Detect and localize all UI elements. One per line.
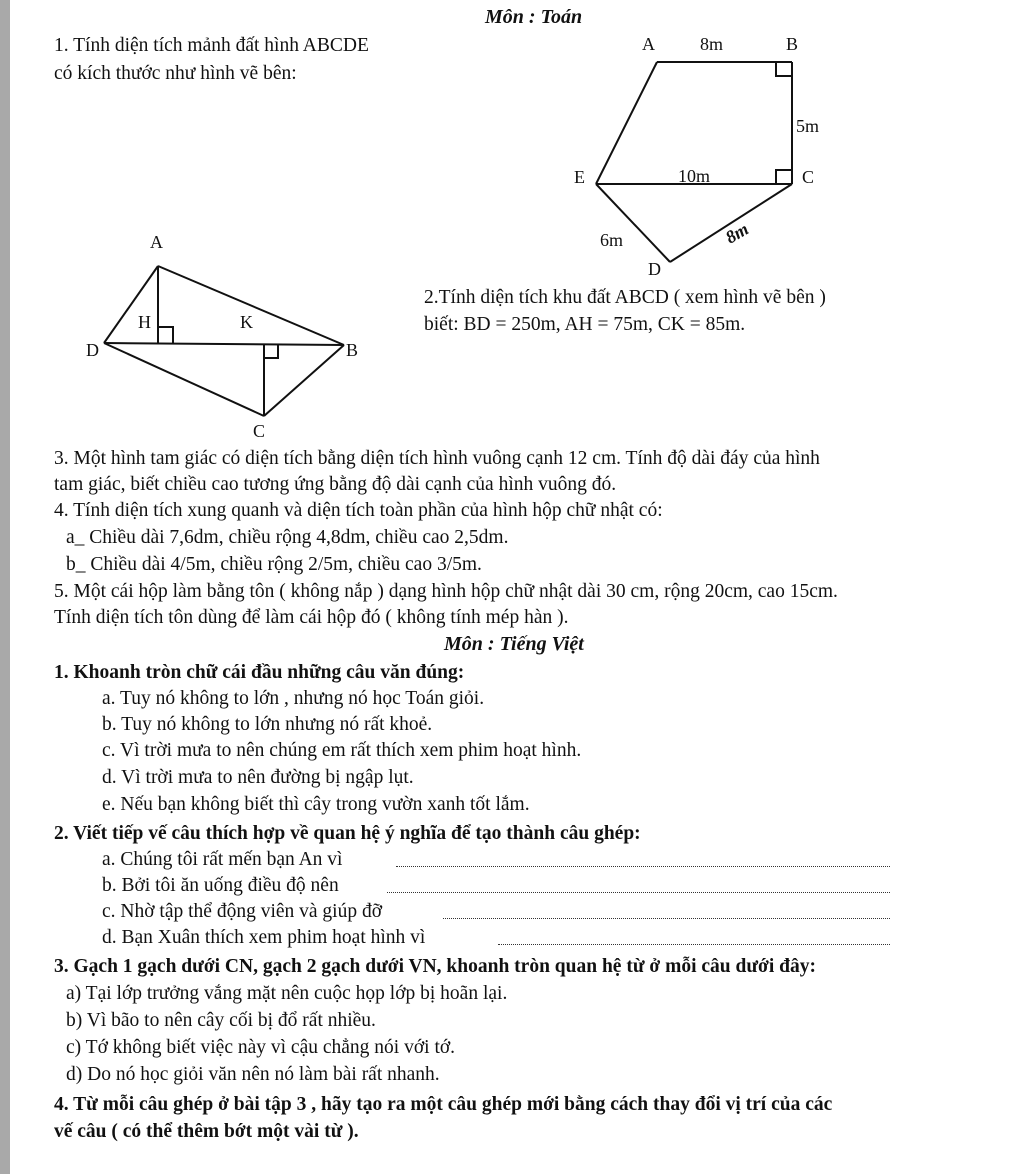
fig2-label-b: B [346, 340, 359, 360]
vn-ex3-item: a) Tại lớp trưởng vắng mặt nên cuộc họp lớp bị hoãn lại. [66, 983, 508, 1004]
problem4-b: b_ Chiều dài 4/5m, chiều rộng 2/5m, chiều cao 3/5m. [66, 554, 482, 575]
left-window-edge [0, 0, 10, 1174]
fig2-label-d: D [86, 340, 99, 360]
vietnamese-subject-title: Môn : Tiếng Việt [444, 633, 584, 655]
vn-ex3-item: d) Do nó học giỏi văn nên nó làm bài rất nhanh. [66, 1064, 440, 1085]
vn-ex2-item: d. Bạn Xuân thích xem phim hoạt hình vì [102, 927, 426, 948]
problem1-line2: có kích thước như hình vẽ bên: [54, 63, 297, 84]
document-page [10, 0, 1024, 1174]
fig2-label-k: K [240, 312, 253, 332]
fig2-label-c: C [253, 421, 266, 441]
vn-ex1-item: d. Vì trời mưa to nên đường bị ngập lụt. [102, 767, 414, 788]
problem2-line2: biết: BD = 250m, AH = 75m, CK = 85m. [424, 314, 746, 335]
fig1-label-c: C [802, 167, 815, 187]
problem1-line1: 1. Tính diện tích mảnh đất hình ABCDE [54, 35, 369, 56]
problem3-line1: 3. Một hình tam giác có diện tích bằng diện tích hình vuông cạnh 12 cm. Tính độ dài đáy của hình [54, 448, 820, 469]
problem4-a: a_ Chiều dài 7,6dm, chiều rộng 4,8dm, chiều cao 2,5dm. [66, 527, 509, 548]
answer-blank-line [498, 944, 890, 945]
problem2-line1: 2.Tính diện tích khu đất ABCD ( xem hình vẽ bên ) [424, 287, 826, 308]
answer-blank-line [443, 918, 890, 919]
vn-ex2-heading: 2. Viết tiếp vế câu thích hợp về quan hệ ý nghĩa để tạo thành câu ghép: [54, 823, 641, 844]
vn-ex2-item: b. Bởi tôi ăn uống điều độ nên [102, 875, 339, 896]
vn-ex4-line1: 4. Từ mỗi câu ghép ở bài tập 3 , hãy tạo ra một câu ghép mới bằng cách thay đổi vị trí của các [54, 1094, 833, 1115]
problem3-line2: tam giác, biết chiều cao tương ứng bằng độ dài cạnh của hình vuông đó. [54, 474, 617, 495]
fig1-len-ed: 6m [600, 230, 624, 250]
fig2-label-a: A [150, 232, 163, 252]
vn-ex3-item: b) Vì bão to nên cây cối bị đổ rất nhiều. [66, 1010, 376, 1031]
fig1-len-ab: 8m [700, 34, 724, 54]
figure-quadrilateral-abcd [80, 228, 380, 450]
math-subject-title: Môn : Toán [485, 6, 583, 28]
vn-ex1-heading: 1. Khoanh tròn chữ cái đầu những câu văn đúng: [54, 662, 465, 683]
problem4-intro: 4. Tính diện tích xung quanh và diện tích toàn phần của hình hộp chữ nhật có: [54, 500, 663, 521]
figure-pentagon-abcde [570, 28, 850, 288]
fig1-len-bc: 5m [796, 116, 820, 136]
vn-ex3-item: c) Tớ không biết việc này vì cậu chẳng nói với tớ. [66, 1037, 456, 1058]
fig1-len-ec: 10m [678, 166, 711, 186]
problem5-line2: Tính diện tích tôn dùng để làm cái hộp đó ( không tính mép hàn ). [54, 607, 569, 628]
fig1-label-e: E [574, 167, 585, 187]
vn-ex3-heading: 3. Gạch 1 gạch dưới CN, gạch 2 gạch dưới VN, khoanh tròn quan hệ từ ở mỗi câu dưới đây: [54, 956, 816, 977]
vn-ex4-line2: vế câu ( có thể thêm bớt một vài từ ). [54, 1121, 359, 1142]
answer-blank-line [387, 892, 890, 893]
fig2-label-h: H [138, 312, 151, 332]
vn-ex1-item: b. Tuy nó không to lớn nhưng nó rất khoẻ. [102, 714, 433, 735]
vn-ex1-item: e. Nếu bạn không biết thì cây trong vườn xanh tốt lắm. [102, 794, 530, 815]
problem5-line1: 5. Một cái hộp làm bằng tôn ( không nắp ) dạng hình hộp chữ nhật dài 30 cm, rộng 20cm, cao 15cm. [54, 581, 838, 602]
vn-ex1-item: a. Tuy nó không to lớn , nhưng nó học Toán giỏi. [102, 688, 485, 709]
answer-blank-line [396, 866, 890, 867]
vn-ex2-item: c. Nhờ tập thể động viên và giúp đỡ [102, 901, 383, 922]
fig1-len-dc: 8m [722, 218, 752, 248]
vn-ex1-item: c. Vì trời mưa to nên chúng em rất thích xem phim hoạt hình. [102, 740, 582, 761]
fig1-label-a: A [642, 34, 655, 54]
vn-ex2-item: a. Chúng tôi rất mến bạn An vì [102, 849, 343, 870]
fig1-label-b: B [786, 34, 799, 54]
fig1-label-d: D [648, 259, 661, 279]
